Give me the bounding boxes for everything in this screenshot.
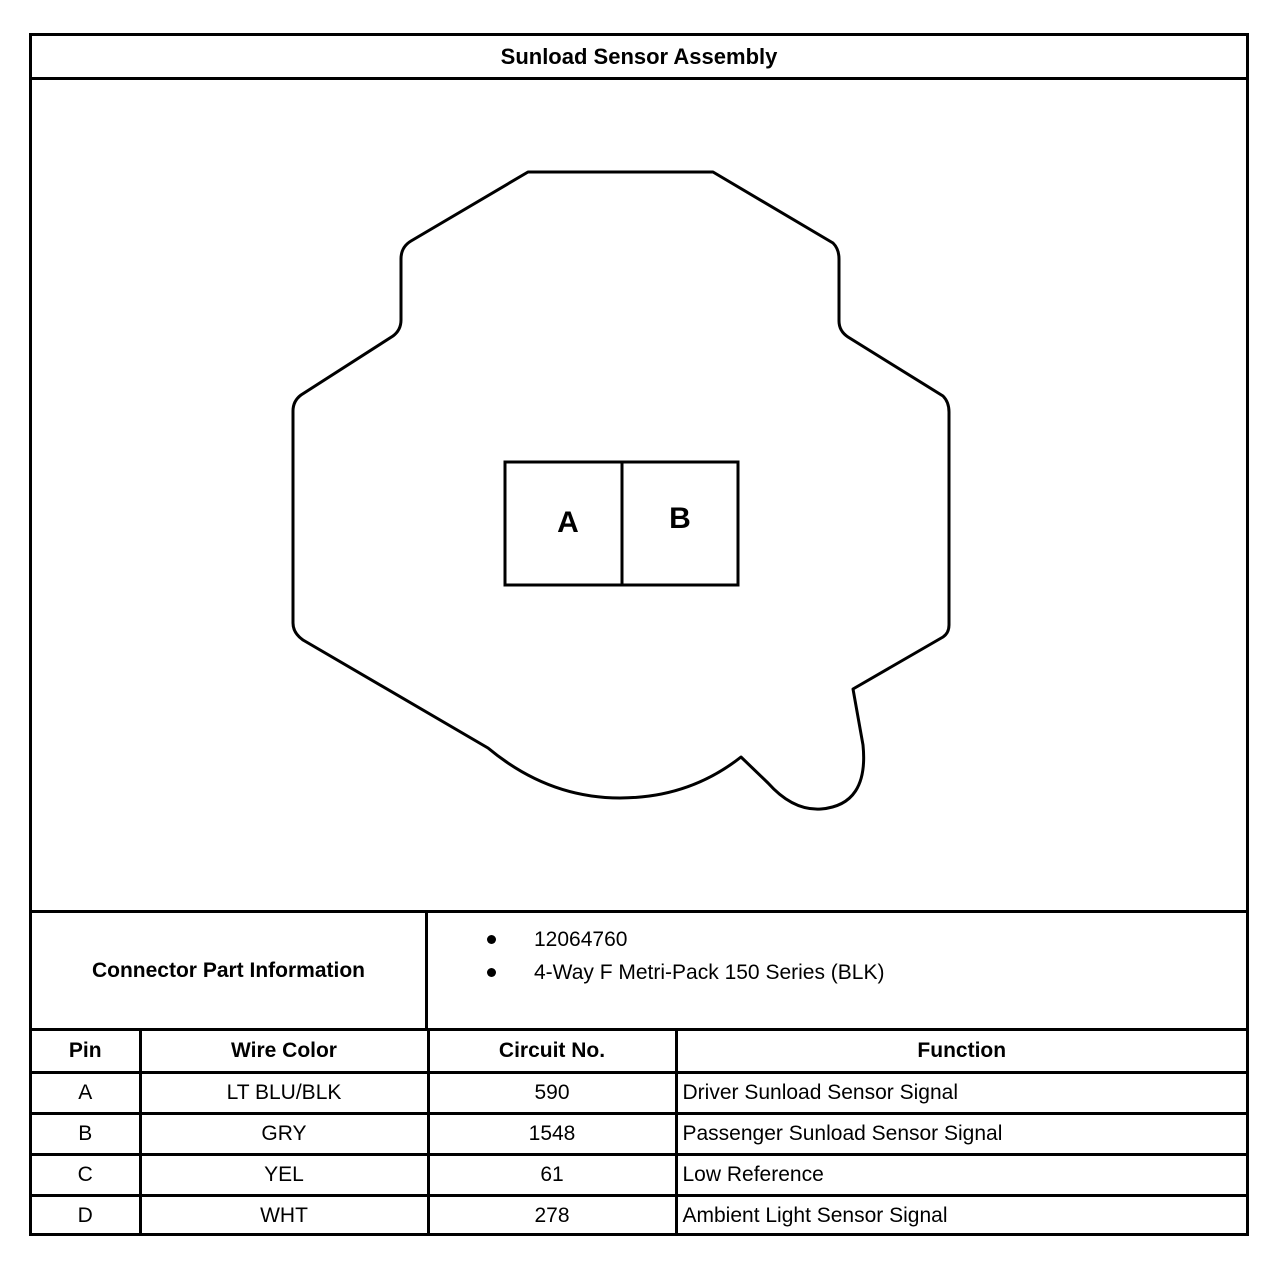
pin-table-header-row [32,1031,1246,1072]
circuit-cell: 278 [428,1195,676,1236]
pin-cell: B [32,1113,140,1154]
wire-color-cell: WHT [140,1195,428,1236]
connector-sheet [29,33,1249,1236]
cavity-b-label: B [669,502,691,535]
part-number-item: 12064760 [428,923,1246,956]
function-cell: Low Reference [676,1154,1246,1195]
function-cell: Passenger Sunload Sensor Signal [676,1113,1246,1154]
function-header: Function [676,1031,1246,1072]
circuit-cell: 590 [428,1072,676,1113]
pin-table [32,1031,1246,1236]
wire-color-cell: YEL [140,1154,428,1195]
table-row [32,1195,1246,1236]
connector-face-drawing [32,80,1246,913]
circuit-cell: 61 [428,1154,676,1195]
pin-header: Pin [32,1031,140,1072]
function-cell: Driver Sunload Sensor Signal [676,1072,1246,1113]
pin-cell: C [32,1154,140,1195]
pin-cell: D [32,1195,140,1236]
table-row [32,1072,1246,1113]
sheet-title: Sunload Sensor Assembly [32,36,1246,80]
connector-part-info-label: Connector Part Information [32,913,428,1028]
circuit-cell: 1548 [428,1113,676,1154]
connector-part-info-list [428,913,1246,1038]
table-row [32,1113,1246,1154]
circuit-header: Circuit No. [428,1031,676,1072]
connector-description-item: 4-Way F Metri-Pack 150 Series (BLK) [428,956,1246,989]
wire-color-header: Wire Color [140,1031,428,1072]
table-row [32,1154,1246,1195]
wire-color-cell: GRY [140,1113,428,1154]
function-cell: Ambient Light Sensor Signal [682,1204,948,1228]
pin-cell: A [32,1072,140,1113]
connector-part-info-row [32,913,1246,1031]
cavity-a-label: A [557,506,579,539]
wire-color-cell: LT BLU/BLK [140,1072,428,1113]
